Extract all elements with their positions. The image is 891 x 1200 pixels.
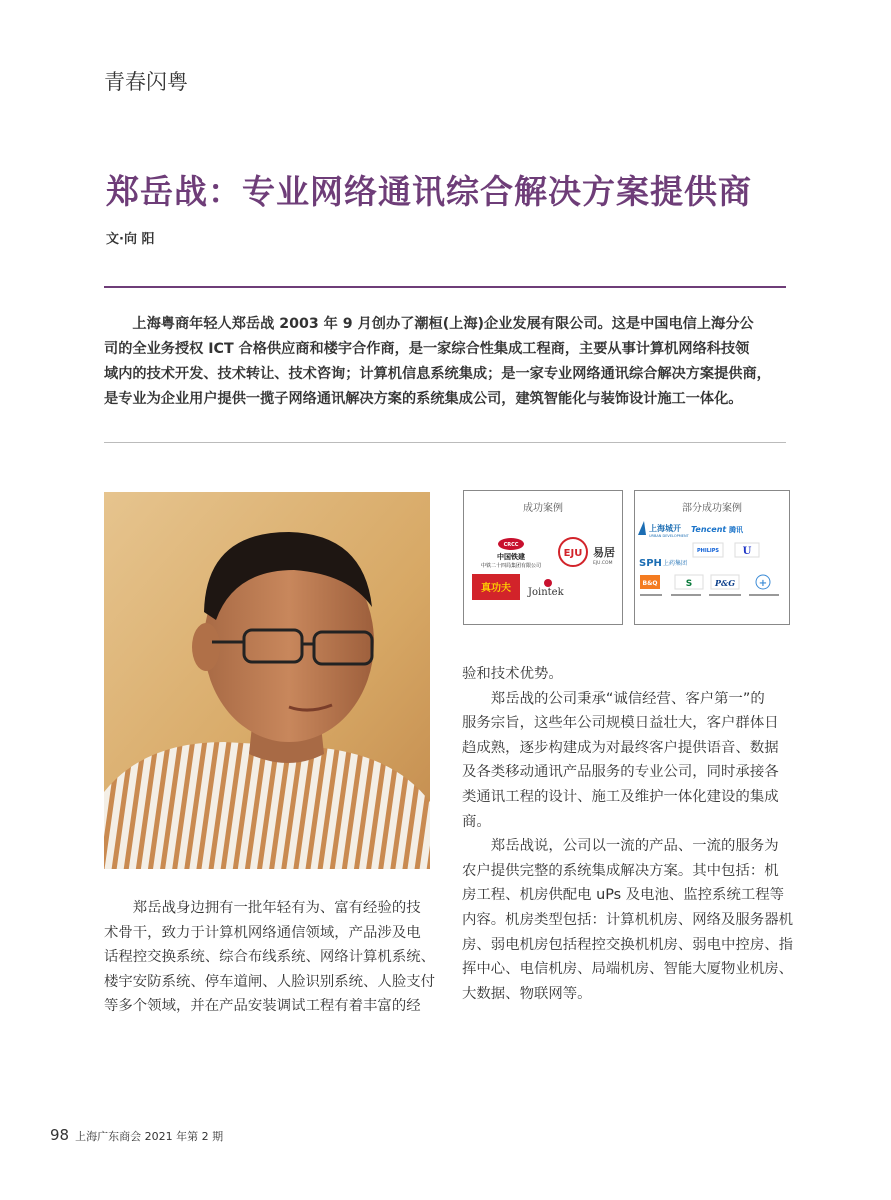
lead-line: 上海粤商年轻人郑岳战 2003 年 9 月创办了潮桓(上海)企业发展有限公司。这是中国电信上海分公 (132, 316, 754, 332)
text-line: 话程控交换系统、综合布线系统、网络计算机系统、 (104, 949, 435, 966)
eju-cn: 易居 (593, 546, 615, 559)
crcc-sub: 中铁二十四局集团有限公司 (480, 563, 542, 569)
page-footer (50, 1126, 223, 1144)
partial-cases-panel (634, 490, 790, 625)
lead-line: 域内的技术开发、技术转让、技术咨询；计算机信息系统集成；是一家专业网络通讯综合解决方案提供商， (104, 366, 771, 382)
text-line: 房工程、机房供配电 uPs 及电池、监控系统工程等 (462, 887, 785, 904)
text-line: 趋成熟，逐步构建成为对最终客户提供语音、数据 (462, 739, 779, 756)
bq-text: B&Q (642, 580, 658, 587)
text-line: 内容。机房类型包括：计算机机房、网络及服务器机 (462, 911, 793, 928)
text-line: 验和技术优势。 (462, 666, 563, 682)
logo-captions (640, 594, 779, 596)
shcd-en: URBAN DEVELOPMENT (649, 534, 689, 538)
tencent-text: Tencent (691, 525, 727, 534)
sph-cn: 上药集团 (663, 560, 688, 567)
stdchart-text: S (685, 579, 693, 589)
eju-logo (559, 538, 615, 566)
lead-line: 是专业为企业用户提供一揽子网络通讯解决方案的系统集成公司，建筑智能化与装饰设计施工一体化。 (104, 391, 743, 407)
svg-text:CRCC: CRCC (503, 542, 519, 548)
eju-mark: EJU (563, 548, 583, 559)
zgf-text: 真功夫 (481, 583, 511, 594)
crcc-name: 中国铁建 (497, 553, 525, 561)
page-number: 98 (50, 1126, 70, 1144)
philips-text: PHILIPS (696, 548, 720, 554)
crcc-logo (481, 538, 541, 569)
text-line: 房、弱电机房包括程控交换机机房、弱电中控房、指 (462, 936, 793, 953)
lead-divider (104, 442, 786, 443)
success-cases-title: 成功案例 (523, 503, 563, 514)
philips-logo (693, 543, 723, 557)
article-title: 郑岳战：专业网络通讯综合解决方案提供商 (106, 172, 752, 211)
sph-text: SPH (639, 558, 662, 569)
title-divider (104, 286, 786, 288)
text-line: 郑岳战身边拥有一批年轻有为、富有经验的技 (132, 900, 421, 916)
partial-cases-logos (635, 491, 789, 624)
pg-logo (711, 575, 739, 589)
partial-cases-title: 部分成功案例 (682, 503, 742, 514)
sph-logo (639, 558, 687, 569)
cross-logo (756, 575, 770, 589)
success-cases-logos (464, 491, 622, 624)
text-line: 挥中心、电信机房、局端机房、智能大厦物业机房、 (462, 961, 793, 978)
text-line: 术骨干，致力于计算机网络通信领域，产品涉及电 (104, 924, 421, 941)
standard-chartered-logo (675, 575, 703, 589)
portrait-illustration (104, 492, 430, 869)
zhengongfu-logo (472, 574, 520, 600)
unilever-text: U (742, 546, 752, 557)
success-cases-panel (463, 490, 623, 625)
tencent-logo (691, 525, 744, 534)
text-line: 楼宇安防系统、停车道闸、人脸识别系统、人脸支付 (104, 973, 435, 990)
eju-url: EJU.COM (593, 561, 613, 566)
section-label: 青春闪粤 (104, 70, 188, 94)
jointek-text: Jointek (528, 587, 564, 598)
text-line: 服务宗旨，这些年公司规模日益壮大，客户群体日 (462, 715, 779, 732)
lead-line: 司的全业务授权 ICT 合格供应商和楼宇合作商，是一家综合性集成工程商，主要从事计算机网络科技领 (104, 341, 750, 357)
shcd-text: 上海城开 (649, 524, 681, 533)
text-line: 郑岳战的公司秉承“诚信经营、客户第一”的 (490, 690, 765, 707)
text-line: 及各类移动通讯产品服务的专业公司，同时承接各 (462, 764, 779, 781)
left-column-text (104, 896, 434, 1019)
unilever-logo (735, 543, 759, 557)
tencent-cn: 腾讯 (729, 526, 743, 534)
text-line: 大数据、物联网等。 (462, 985, 592, 1002)
portrait-photo (104, 492, 430, 869)
shcd-logo (638, 521, 690, 538)
bq-logo (640, 575, 660, 589)
text-line: 商。 (462, 813, 491, 830)
byline: 文·向 阳 (106, 232, 155, 247)
publication-name: 上海广东商会 2021 年第 2 期 (75, 1130, 224, 1143)
lead-paragraph (104, 312, 786, 412)
text-line: 农户提供完整的系统集成解决方案。其中包括：机 (462, 862, 779, 879)
jointek-logo (527, 579, 565, 598)
text-line: 郑岳战说，公司以一流的产品、一流的服务为 (490, 838, 779, 855)
right-column-text (462, 662, 792, 1006)
text-line: 类通讯工程的设计、施工及维护一体化建设的集成 (462, 788, 779, 805)
cross-text: + (758, 578, 768, 589)
pg-text: P&G (714, 578, 736, 588)
text-line: 等多个领域，并在产品安装调试工程有着丰富的经 (104, 998, 421, 1015)
